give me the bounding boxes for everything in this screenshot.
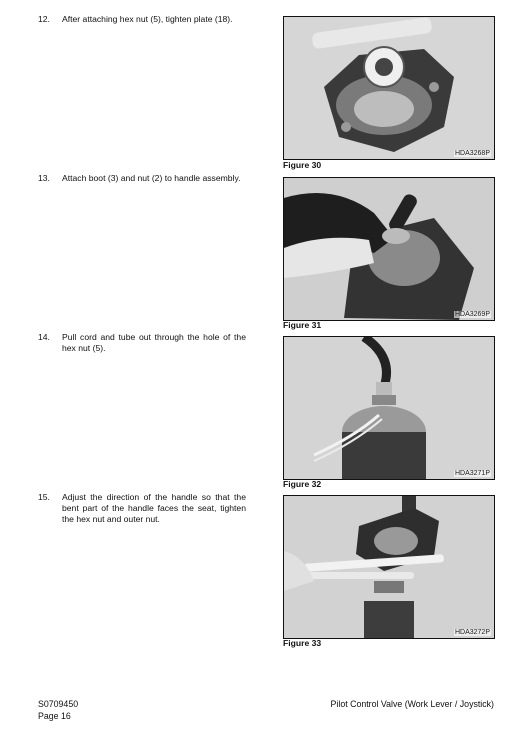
step-number: 12. xyxy=(38,14,50,24)
doc-number: S0709450 xyxy=(38,699,79,709)
step-number: 15. xyxy=(38,492,50,502)
figure-33-photo xyxy=(283,495,495,639)
figure-id: HDA3268P xyxy=(454,150,490,157)
step-15 xyxy=(38,492,246,532)
cord-and-tube-photo xyxy=(284,337,494,479)
step-number: 14. xyxy=(38,332,50,342)
figure-id: HDA3272P xyxy=(454,629,490,636)
step-text: Pull cord and tube out through the hole of the hex nut (5). xyxy=(62,332,246,353)
figure-30-caption: Figure 30 xyxy=(283,160,322,170)
figure-30-photo xyxy=(283,16,495,160)
step-number: 13. xyxy=(38,173,50,183)
wrench-on-hex-nut-photo xyxy=(284,17,494,159)
step-13 xyxy=(38,173,246,203)
step-text: Adjust the direction of the handle so that the bent part of the handle faces the seat, tighten the hex nut and outer nut. xyxy=(62,492,246,524)
page-number: Page 16 xyxy=(38,711,71,721)
boot-and-handle-photo xyxy=(284,178,494,320)
figure-31-photo xyxy=(283,177,495,321)
section-title: Pilot Control Valve (Work Lever / Joystick) xyxy=(330,699,494,709)
step-12 xyxy=(38,14,246,44)
step-14 xyxy=(38,332,246,362)
figure-32-photo xyxy=(283,336,495,480)
figure-32-caption: Figure 32 xyxy=(283,479,322,489)
step-text: Attach boot (3) and nut (2) to handle assembly. xyxy=(62,173,241,183)
figure-id: HDA3269P xyxy=(454,311,490,318)
figure-id: HDA3271P xyxy=(454,470,490,477)
handle-adjustment-photo xyxy=(284,496,494,638)
footer-doc-info xyxy=(38,698,78,722)
step-text: After attaching hex nut (5), tighten plate (18). xyxy=(62,14,233,24)
figure-33-caption: Figure 33 xyxy=(283,638,322,648)
figure-31-caption: Figure 31 xyxy=(283,320,322,330)
